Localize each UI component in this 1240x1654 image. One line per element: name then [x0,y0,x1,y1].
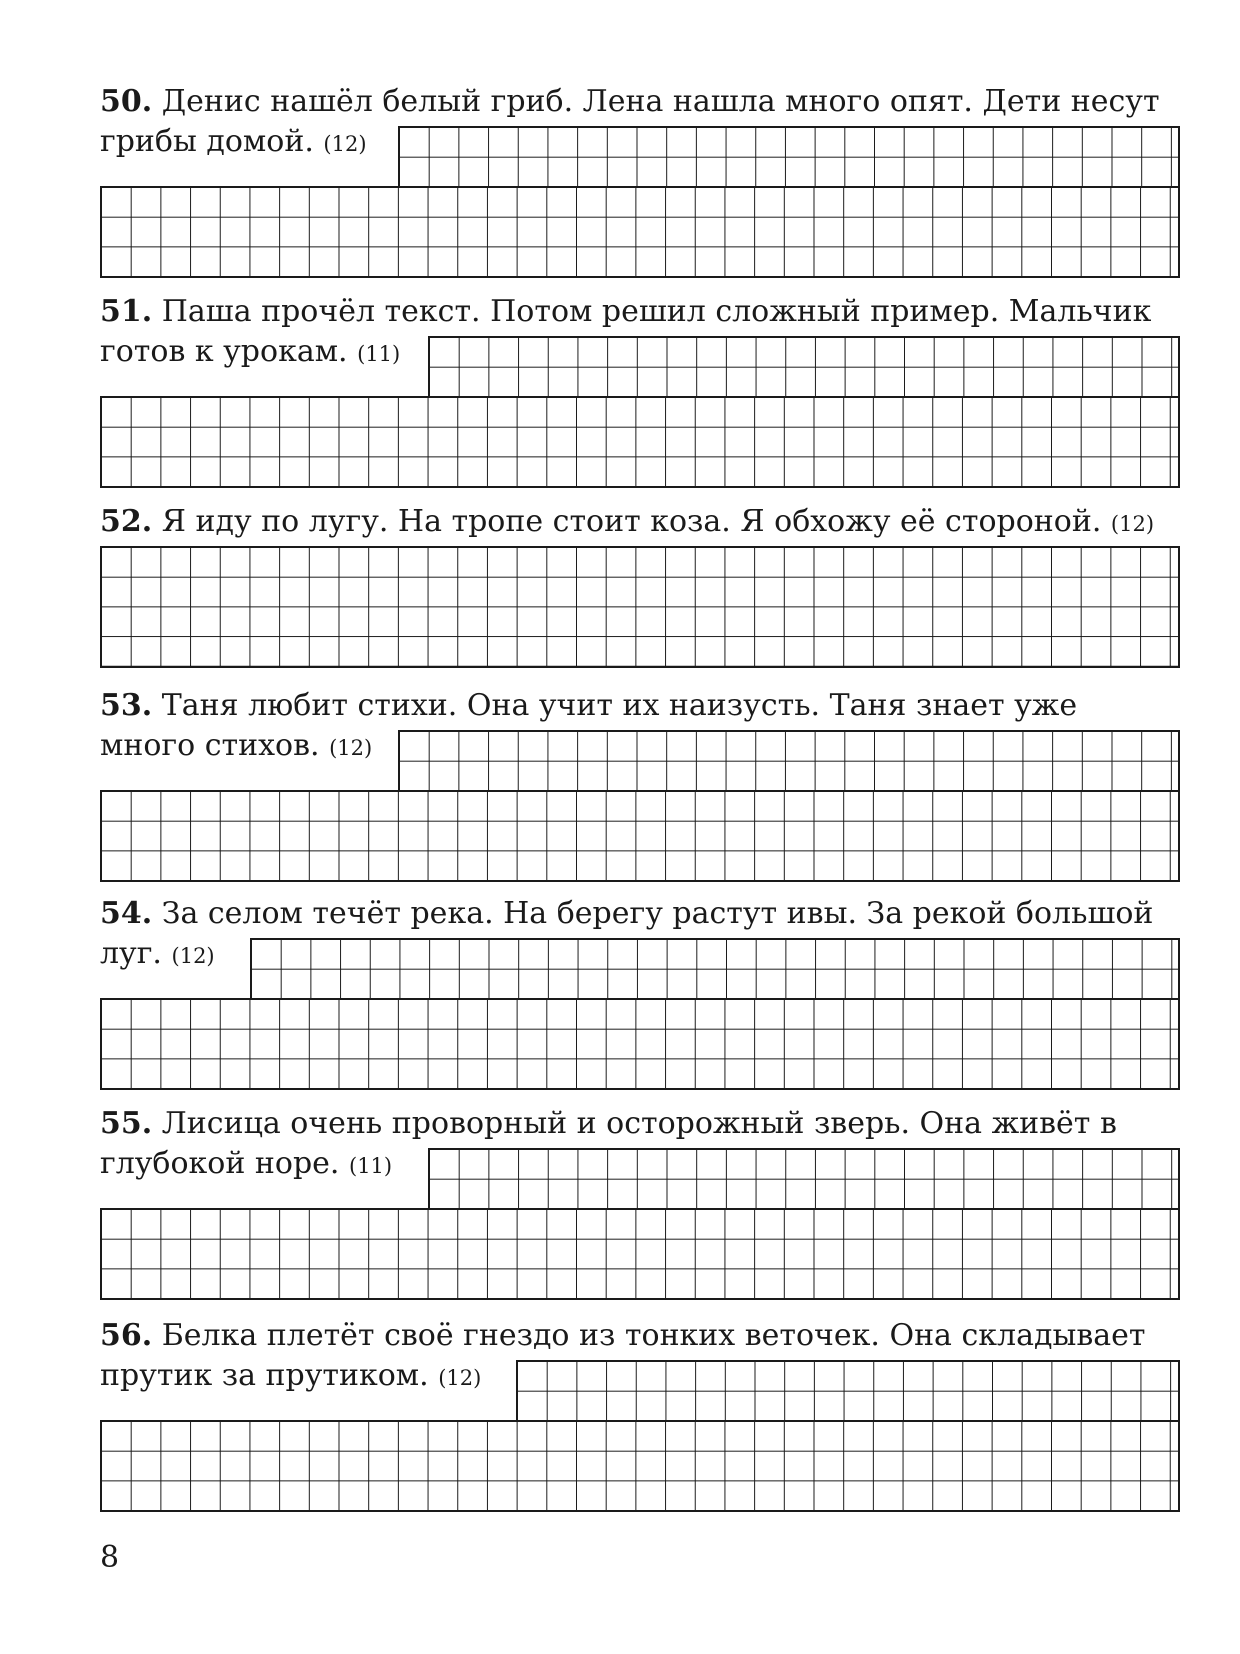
writing-grid-53[interactable] [100,790,1180,882]
writing-grid-50-top[interactable] [398,126,1180,188]
letter-count: (12) [171,944,215,968]
exercise-sentence: Денис нашёл белый гриб. Лена нашла много опят. Дети несут [161,84,1160,119]
exercise-50-text [100,82,1180,122]
writing-grid-51-top[interactable] [428,336,1180,398]
exercise-sentence: много стихов. [100,728,320,763]
exercise-sentence: готов к урокам. [100,334,348,369]
exercise-sentence: Лисица очень проворный и осторожный зверь. Она живёт в [161,1106,1117,1141]
letter-count: (11) [349,1154,393,1178]
exercise-54-text [100,894,1180,934]
letter-count: (12) [438,1366,482,1390]
exercise-number: 56. [100,1318,153,1353]
exercise-number: 51. [100,294,153,329]
writing-grid-50[interactable] [100,186,1180,278]
page-number: 8 [100,1540,120,1575]
exercise-sentence: луг. [100,936,162,971]
exercise-number: 50. [100,84,153,119]
letter-count: (12) [1110,512,1155,536]
writing-grid-51[interactable] [100,396,1180,488]
letter-count: (12) [323,132,367,156]
exercise-sentence: За селом течёт река. На берегу растут ивы. За рекой большой [161,896,1154,931]
letter-count: (11) [357,342,401,366]
writing-grid-55[interactable] [100,1208,1180,1300]
writing-grid-54-top[interactable] [250,938,1180,1000]
exercise-sentence: Паша прочёл текст. Потом решил сложный пример. Мальчик [161,294,1152,329]
exercise-sentence: прутик за прутиком. [100,1358,429,1393]
exercise-sentence: Таня любит стихи. Она учит их наизусть. Таня знает уже [161,688,1078,723]
letter-count: (12) [329,736,373,760]
exercise-number: 55. [100,1106,153,1141]
exercise-sentence: Я иду по лугу. На тропе стоит коза. Я обхожу её стороной. [161,504,1102,539]
exercise-56-text [100,1316,1180,1356]
exercise-number: 52. [100,504,153,539]
writing-grid-54[interactable] [100,998,1180,1090]
writing-grid-53-top[interactable] [398,730,1180,792]
writing-grid-56[interactable] [100,1420,1180,1512]
writing-grid-55-top[interactable] [428,1148,1180,1210]
exercise-number: 53. [100,688,153,723]
exercise-53-text [100,686,1180,726]
exercise-52-text [100,502,1180,544]
exercise-sentence: грибы домой. [100,124,314,159]
exercise-sentence: Белка плетёт своё гнездо из тонких веточек. Она складывает [161,1318,1146,1353]
exercise-55-text [100,1104,1180,1144]
exercise-number: 54. [100,896,153,931]
exercise-sentence: глубокой норе. [100,1146,340,1181]
writing-grid-52[interactable] [100,546,1180,668]
exercise-51-text [100,292,1180,332]
writing-grid-56-top[interactable] [516,1360,1180,1422]
